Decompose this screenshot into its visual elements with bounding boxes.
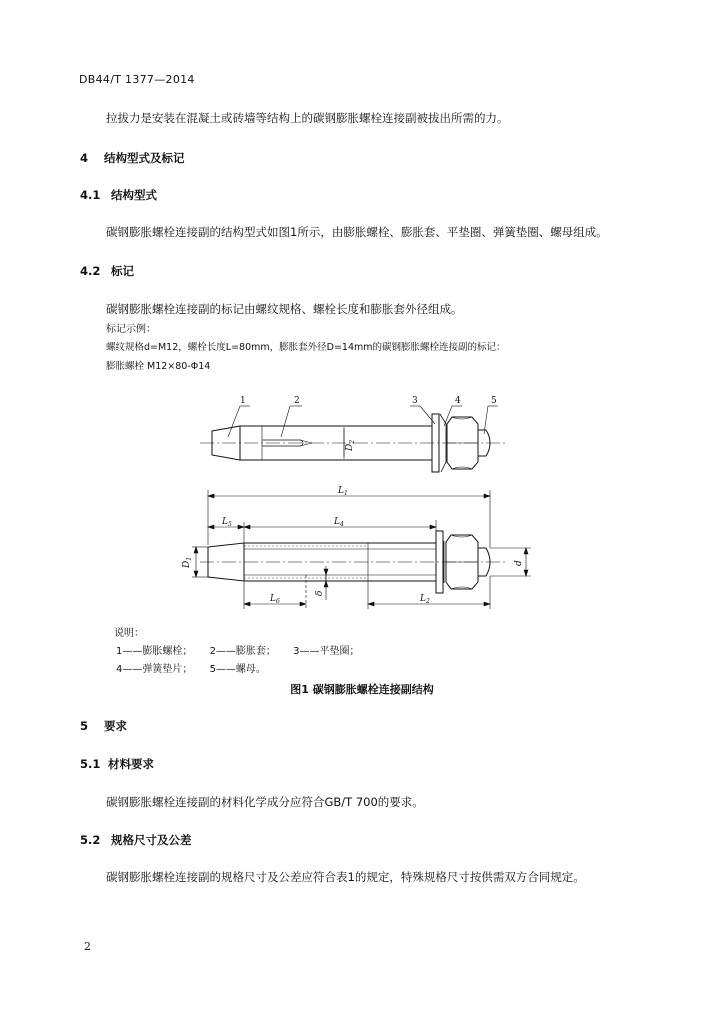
example-label: 标记示例： [106, 324, 156, 335]
callout-4: 4 [455, 396, 461, 406]
section-title: 标记 [111, 264, 135, 278]
dim-D1: $D_1$ [182, 556, 193, 568]
section-4-1-paragraph: 碳钢膨胀螺栓连接副的结构型式如图1所示，由膨胀螺栓、膨胀套、平垫圈、弹簧垫圈、螺母组成。 [106, 225, 608, 239]
section-title: 要求 [104, 719, 128, 733]
standard-header: DB44/T 1377—2014 [79, 73, 195, 86]
dim-delta: δ [315, 590, 325, 596]
section-number: 4.1 [80, 188, 101, 202]
section-number: 4 [80, 151, 89, 165]
dim-L2: $L_2$ [420, 594, 430, 605]
legend-item: 3——平垫圈； [293, 646, 360, 657]
example-line-1: 螺纹规格d=M12，螺栓长度L=80mm，膨胀套外径D=14mm的碳钢膨胀螺栓连接副的标记： [106, 342, 506, 353]
dim-L6: $L_6$ [270, 594, 280, 605]
intro-paragraph: 拉拔力是安装在混凝土或砖墙等结构上的碳钢膨胀螺栓连接副被拔出所需的力。 [106, 111, 509, 125]
dim-L5: $L_5$ [222, 517, 232, 528]
section-title: 结构型式 [111, 188, 158, 202]
dim-L4: $L_4$ [334, 517, 344, 528]
section-number: 5 [80, 719, 89, 733]
figure-note-label: 说明： [114, 628, 144, 639]
section-number: 4.2 [80, 264, 101, 278]
legend-item: 4——弹簧垫片； [116, 664, 193, 675]
legend-item: 5——螺母。 [209, 664, 266, 675]
bottom-view [200, 531, 505, 593]
figure-legend-row-2 [116, 660, 280, 675]
section-number: 5.2 [80, 833, 101, 847]
section-title: 结构型式及标记 [104, 151, 185, 165]
section-number: 5.1 [80, 757, 101, 771]
section-5-1-heading [80, 756, 154, 772]
legend-item: 1——膨胀螺栓； [116, 646, 193, 657]
section-4-2-paragraph: 碳钢膨胀螺栓连接副的标记由螺纹规格、螺栓长度和膨胀套外径组成。 [106, 302, 463, 316]
callout-3: 3 [412, 396, 418, 406]
legend-item: 2——膨胀套； [209, 646, 276, 657]
callout-2: 2 [294, 396, 300, 406]
section-5-heading [80, 718, 127, 734]
section-5-1-paragraph: 碳钢膨胀螺栓连接副的材料化学成分应符合GB/T 700的要求。 [106, 795, 424, 809]
callout-5: 5 [491, 396, 497, 406]
section-title: 规格尺寸及公差 [111, 833, 192, 847]
figure-caption: 图1 碳钢膨胀螺栓连接副结构 [290, 683, 434, 696]
dim-L1: $L_1$ [338, 486, 348, 497]
callout-1: 1 [240, 396, 246, 406]
top-view [200, 406, 505, 472]
dim-D2: $D_2$ [345, 439, 356, 451]
section-title: 材料要求 [108, 757, 155, 771]
section-5-2-paragraph: 碳钢膨胀螺栓连接副的规格尺寸及公差应符合表1的规定，特殊规格尺寸按供需双方合同规定。 [106, 870, 585, 884]
example-line-2: 膨胀螺栓 M12×80-Φ14 [106, 361, 211, 372]
page-number: 2 [84, 940, 91, 953]
figure-legend-row-1 [116, 642, 374, 657]
section-5-2-heading [80, 832, 192, 848]
dim-d: d [514, 560, 524, 566]
